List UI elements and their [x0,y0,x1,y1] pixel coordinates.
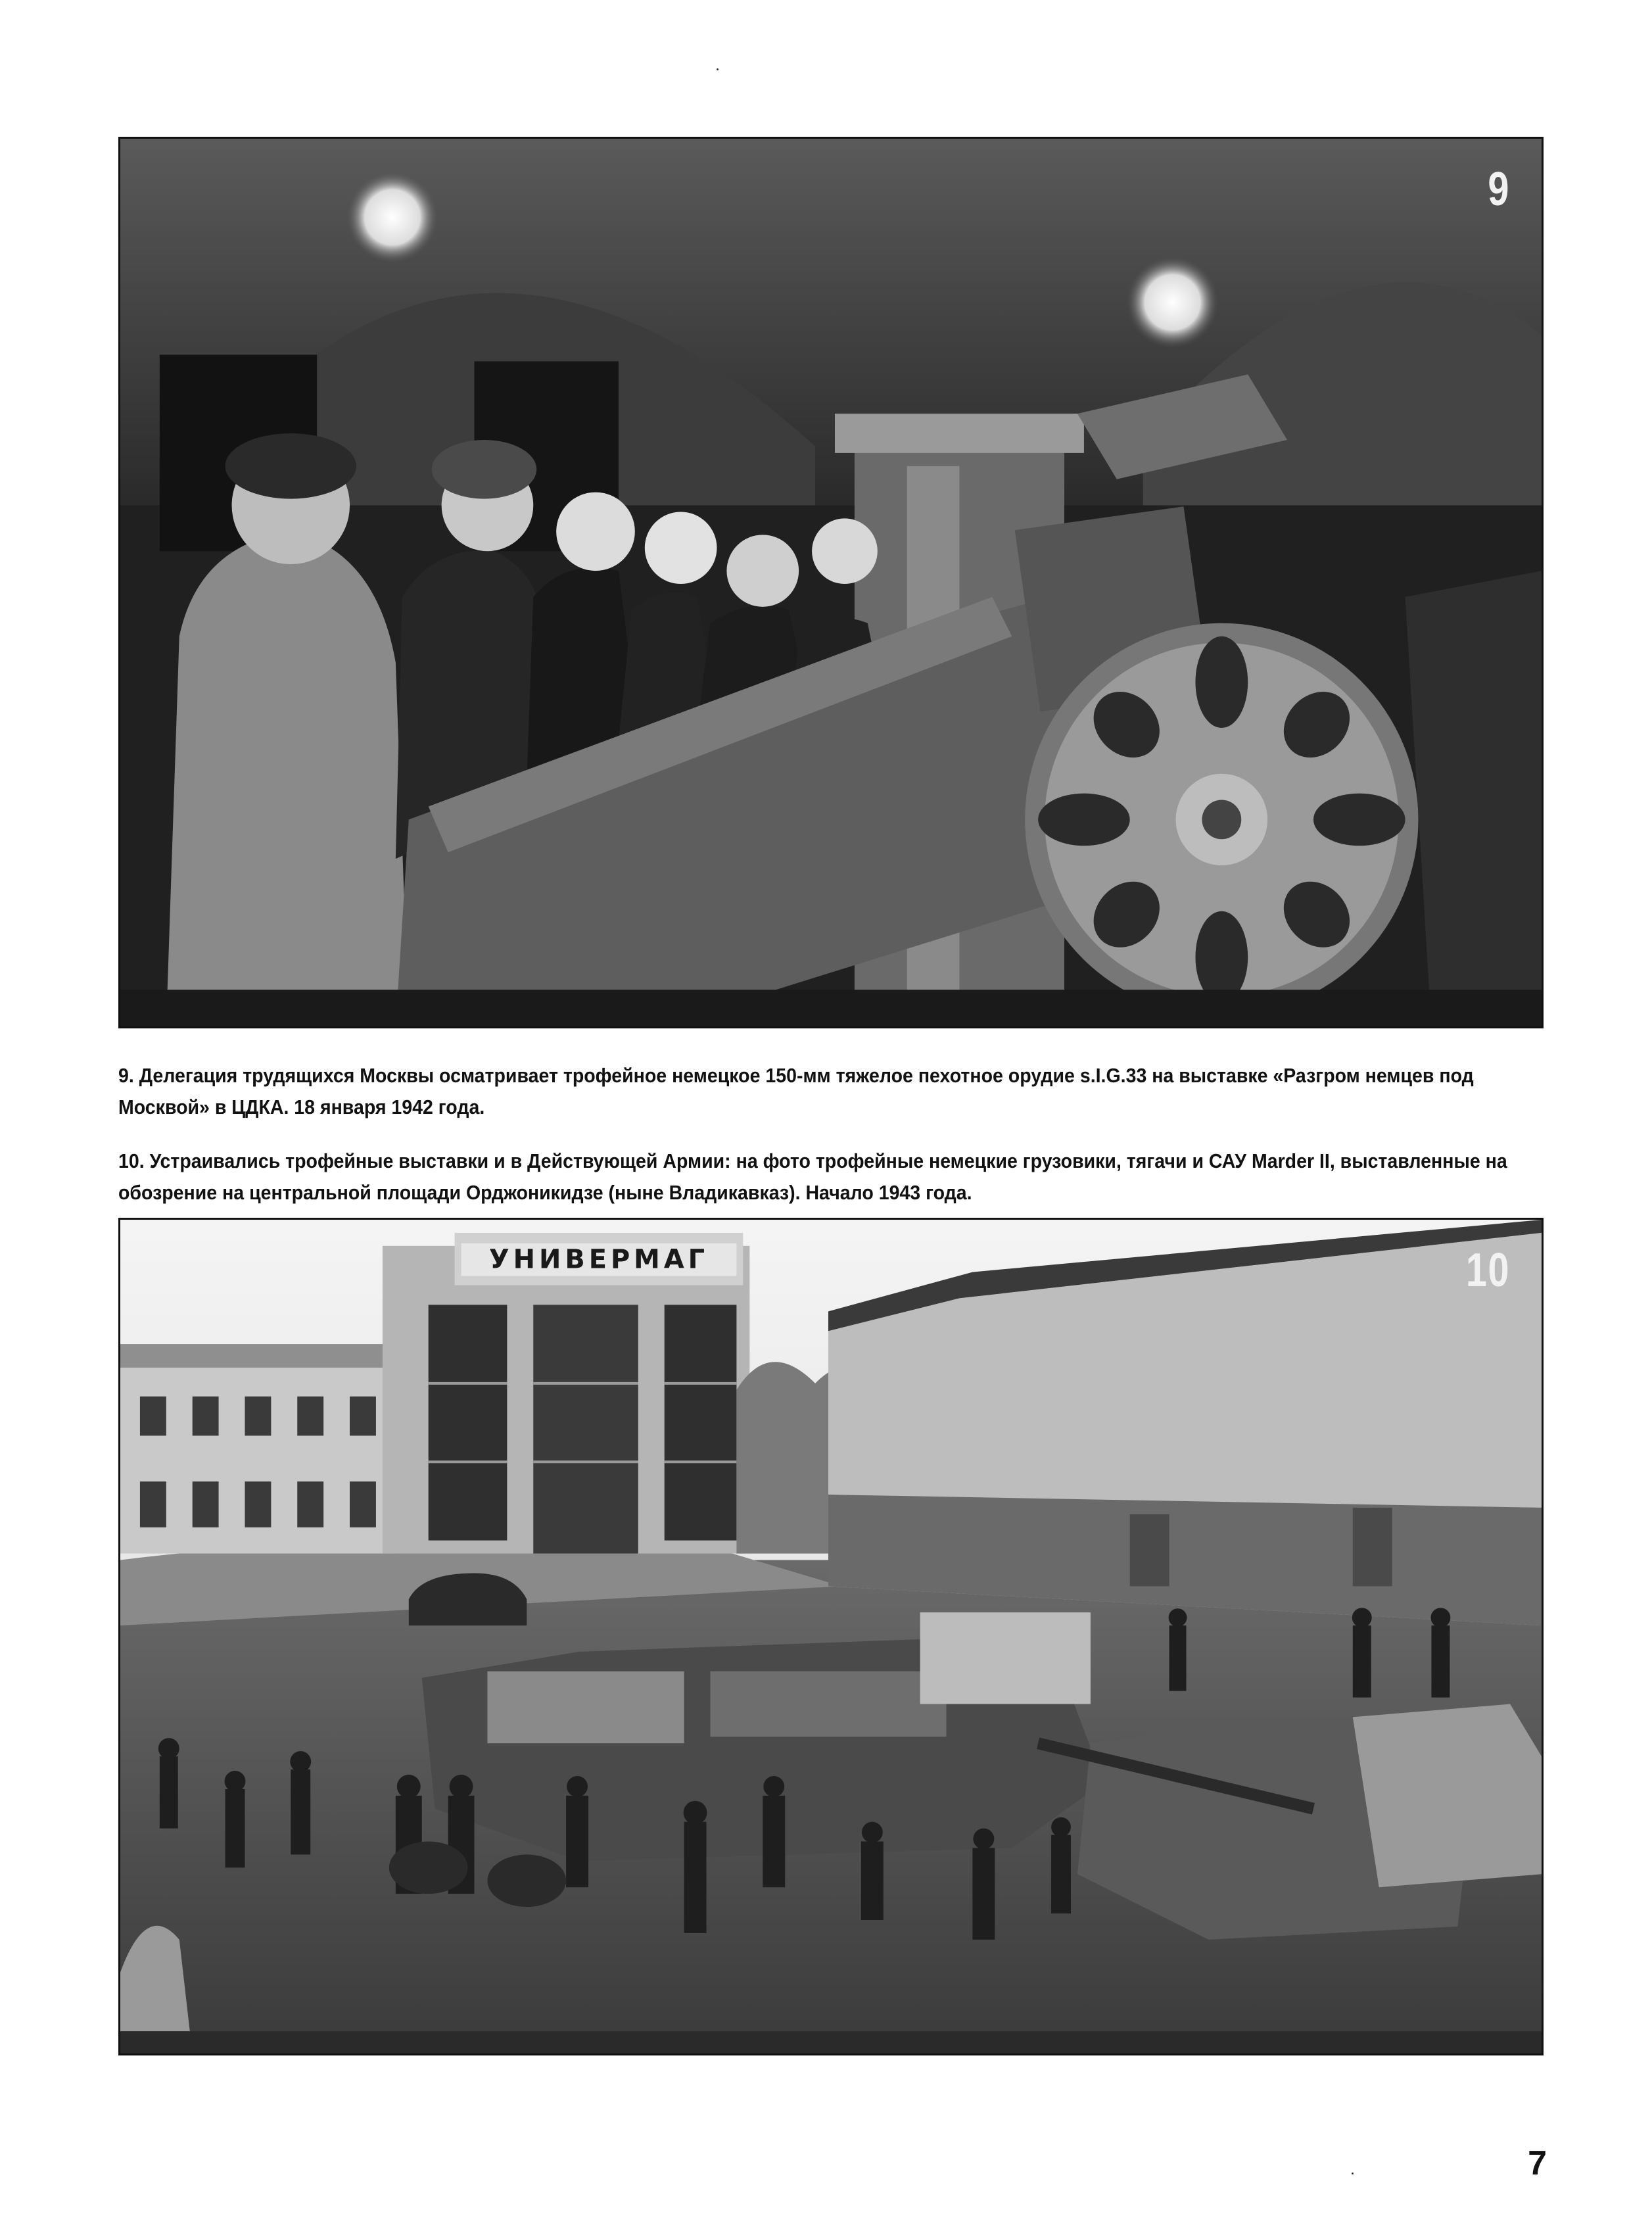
photo-9-image [120,139,1542,1026]
photo-10-image [120,1220,1542,2053]
caption-photo-10: 10. Устраивались трофейные выставки и в Действующей Армии: на фото трофейные немецкие грузовики, тягачи и САУ Marder II, выставленные на обозрение на центральной площади Орджоникидзе (ныне Владикавказ). Начало 1943 года. [118,1149,1507,1204]
ceiling-lamp-left [346,172,438,263]
photo-9 [118,137,1544,1028]
man-in-coat [166,531,409,1026]
store-sign: УНИВЕРМАГ [488,1244,709,1275]
horse-right [487,1854,566,1907]
speck [1352,2173,1354,2174]
speck [717,68,719,70]
photo-number-10: 10 [1465,1244,1510,1297]
page-number: 7 [1528,2144,1547,2182]
photo-10 [118,1218,1544,2055]
horse-left [389,1842,468,1894]
ceiling-lamp-right [1127,256,1219,348]
photo-number-9: 9 [1488,163,1510,216]
caption-photo-9: 9. Делегация трудящихся Москвы осматривает трофейное немецкое 150-мм тяжелое пехотное орудие s.I.G.33 на выставке «Разгром немцев под Москвой» в ЦДКА. 18 января 1942 года. [118,1064,1474,1118]
